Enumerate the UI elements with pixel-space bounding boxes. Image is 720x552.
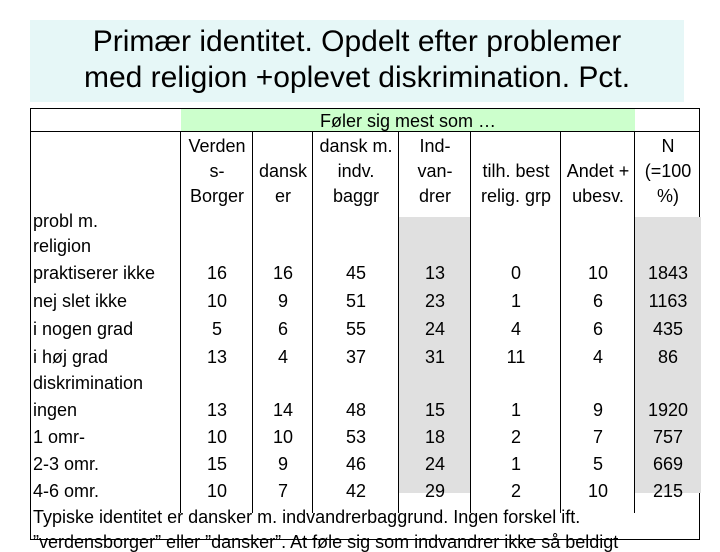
discrimination-row-cell: 18 [424,427,446,447]
discrimination-row-cell: 13 [206,400,228,420]
religion-row-cell: 24 [424,319,446,339]
discrimination-row-cell: 2 [510,481,521,501]
col-header-4-l3: drer [418,186,451,206]
discrimination-row-cell: 42 [345,481,367,501]
religion-row-cell: 5 [211,319,222,339]
religion-row-cell: 1163 [648,291,688,311]
col-header-1-l1: Verden [188,136,246,156]
row-label: praktiserer ikke [33,263,156,283]
religion-row-cell: 6 [277,319,288,339]
col-header-5-l3: relig. grp [480,186,552,206]
religion-row-cell: 4 [510,319,521,339]
discrimination-row-cell: 669 [652,454,684,474]
col-header-1-l3: Borger [189,186,245,206]
discrimination-row-cell: 7 [592,427,603,447]
discrimination-row-cell: 757 [652,427,684,447]
discrimination-row-cell: 48 [345,400,367,420]
discrimination-row-cell: 5 [592,454,603,474]
col-header-5-l2: tilh. best [482,161,550,181]
religion-row-cell: 6 [592,291,603,311]
col-header-3-l1: dansk m. [319,136,393,156]
religion-row-cell: 13 [206,347,228,367]
grid-line-top [31,131,699,132]
discrimination-row-cell: 10 [206,427,228,447]
religion-row-cell: 435 [652,319,684,339]
section-title-religion-a: probl m. [33,211,99,231]
discrimination-row-cell: 46 [345,454,367,474]
religion-row-cell: 13 [424,263,446,283]
col-header-3-l2: indv. [337,161,375,181]
title-line-1: Primær identitet. Opdelt efter problemer [92,25,622,58]
col-header-6-l3: ubesv. [572,186,624,206]
col-header-2-l2: dansk [258,161,308,181]
religion-row-cell: 1843 [647,263,689,283]
religion-row-cell: 10 [206,291,228,311]
col-header-2-l3: er [274,186,291,206]
row-label: 4-6 omr. [33,481,100,501]
row-label: i nogen grad [33,319,134,339]
title-line-2: med religion +oplevet diskrimination. Pct. [83,61,631,94]
row-label: i høj grad [33,347,109,367]
col-header-4-l1: Ind- [419,136,451,156]
col-header-7-l1: N [661,136,675,156]
section-title-religion-b: religion [33,236,92,256]
religion-row-cell: 86 [657,347,679,367]
religion-row-cell: 11 [506,347,526,367]
religion-row-cell: 23 [424,291,446,311]
super-header: Føler sig mest som … [319,111,497,131]
slide-title [30,20,684,102]
religion-row-cell: 4 [592,347,603,367]
discrimination-row-cell: 215 [652,481,684,501]
discrimination-row-cell: 2 [510,427,521,447]
religion-row-cell: 31 [424,347,446,367]
discrimination-row-cell: 10 [206,481,228,501]
discrimination-row-cell: 10 [272,427,294,447]
discrimination-row-cell: 14 [272,400,294,420]
row-label: ingen [33,400,78,420]
section-title-discrimination: diskrimination [33,373,144,393]
discrimination-row-cell: 24 [424,454,446,474]
religion-row-cell: 55 [345,319,367,339]
discrimination-row-cell: 15 [206,454,228,474]
footnote-line-2: ”verdensborger” eller ”dansker”. At føle sig som indvandrer ikke så beldigt [33,532,619,552]
footnote-line-1: Typiske identitet er dansker m. indvandrerbaggrund. Ingen forskel ift. [33,507,581,527]
religion-row-cell: 10 [587,263,609,283]
religion-row-cell: 1 [510,291,521,311]
discrimination-row-cell: 1 [510,400,521,420]
discrimination-row-cell: 53 [345,427,367,447]
religion-row-cell: 4 [277,347,288,367]
col-header-3-l3: baggr [332,186,380,206]
discrimination-row-cell: 1 [510,454,521,474]
col-header-6-l2: Andet + [566,161,630,181]
discrimination-row-cell: 15 [424,400,446,420]
religion-row-cell: 45 [345,263,367,283]
religion-row-cell: 37 [345,347,367,367]
discrimination-row-cell: 1920 [647,400,689,420]
discrimination-row-cell: 7 [277,481,288,501]
religion-row-cell: 0 [510,263,521,283]
religion-row-cell: 51 [345,291,367,311]
religion-row-cell: 6 [592,319,603,339]
row-label: 1 omr- [33,427,86,447]
col-header-4-l2: van- [417,161,453,181]
col-header-7-l3: %) [657,186,679,206]
religion-row-cell: 16 [206,263,228,283]
row-label: nej slet ikke [33,291,128,311]
religion-row-cell: 9 [277,291,288,311]
discrimination-row-cell: 9 [592,400,603,420]
col-header-1-l2: s- [209,161,225,181]
col-header-7-l2: (=100 [644,161,692,181]
discrimination-row-cell: 10 [587,481,609,501]
discrimination-row-cell: 29 [424,481,446,501]
discrimination-row-cell: 9 [277,454,288,474]
identity-table [30,108,700,552]
religion-row-cell: 16 [272,263,294,283]
row-label: 2-3 omr. [33,454,100,474]
